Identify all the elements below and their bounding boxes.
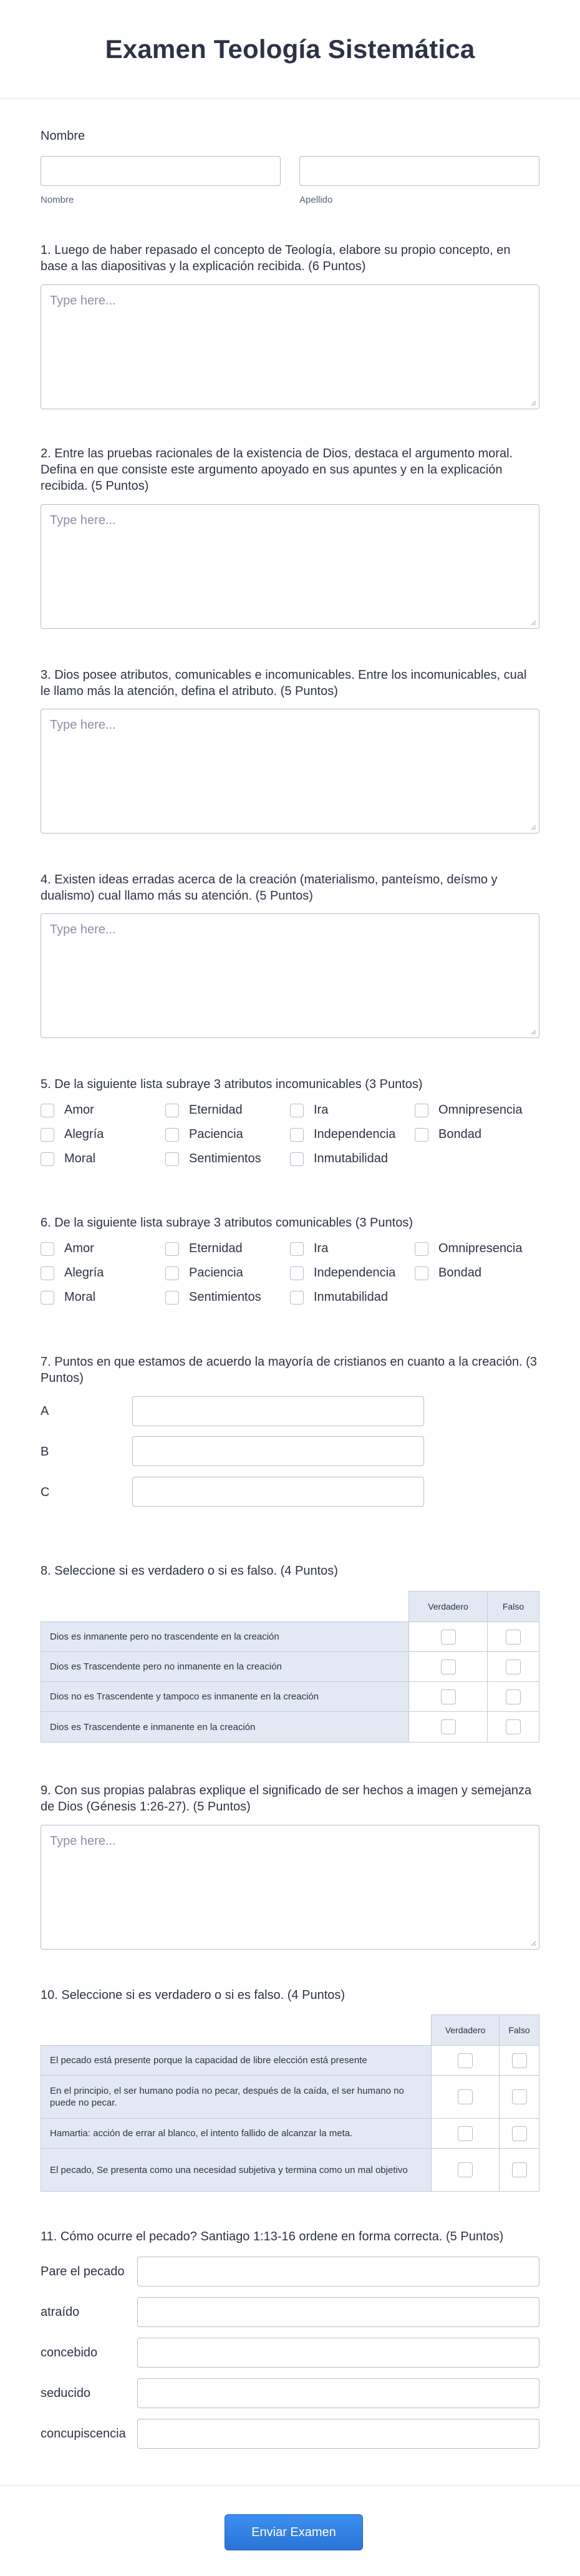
q10-cell[interactable]: [499, 2118, 539, 2149]
q11-input-3[interactable]: [137, 2338, 539, 2368]
q10-row-label: Hamartia: acción de errar al blanco, el intento fallido de alcanzar la meta.: [41, 2118, 432, 2149]
question-11-label: 11. Cómo ocurre el pecado? Santiago 1:13-16 ordene en forma correcta. (5 Puntos): [41, 2230, 504, 2243]
checkbox[interactable]: [506, 1660, 521, 1674]
q10-row-label: En el principio, el ser humano podía no pecar, después de la caída, el ser humano no puede no pecar.: [41, 2075, 432, 2119]
checkbox[interactable]: [512, 2053, 527, 2068]
first-name-sublabel: Nombre: [41, 195, 74, 205]
checkbox[interactable]: [441, 1660, 456, 1674]
q6-option[interactable]: Inmutabilidad: [290, 1290, 388, 1305]
q6-option[interactable]: Omnipresencia: [415, 1242, 523, 1256]
textarea-placeholder: Type here...: [50, 718, 116, 732]
checkbox[interactable]: [415, 1242, 428, 1256]
checkbox[interactable]: [290, 1152, 304, 1166]
q10-cell[interactable]: [431, 2045, 500, 2076]
checkbox[interactable]: [441, 1719, 456, 1734]
q6-option[interactable]: Ira: [290, 1242, 328, 1256]
checkbox[interactable]: [165, 1128, 179, 1142]
q11-input-1[interactable]: [137, 2257, 539, 2287]
q7-input-a[interactable]: [132, 1396, 424, 1426]
question-1-textarea[interactable]: [41, 284, 539, 409]
q10-cell[interactable]: [431, 2075, 500, 2119]
q6-option[interactable]: Bondad: [415, 1266, 481, 1280]
q8-cell[interactable]: [408, 1681, 488, 1712]
question-6-label: 6. De la siguiente lista subraye 3 atributos comunicables (3 Puntos): [41, 1216, 413, 1230]
question-3-textarea[interactable]: [41, 709, 539, 834]
q5-option[interactable]: Sentimientos: [165, 1152, 261, 1166]
q5-option[interactable]: Ira: [290, 1103, 328, 1117]
checkbox[interactable]: [165, 1291, 179, 1305]
checkbox[interactable]: [506, 1630, 521, 1645]
checkbox[interactable]: [415, 1128, 428, 1142]
last-name-sublabel: Apellido: [299, 195, 333, 205]
q6-option[interactable]: Independencia: [290, 1266, 395, 1280]
q8-cell[interactable]: [487, 1621, 539, 1652]
question-2-textarea[interactable]: [41, 504, 539, 629]
q7-row-label: A: [41, 1404, 49, 1418]
q6-option[interactable]: Sentimientos: [165, 1290, 261, 1305]
checkbox[interactable]: [41, 1104, 54, 1117]
q5-option[interactable]: Inmutabilidad: [290, 1152, 388, 1166]
checkbox[interactable]: [458, 2089, 473, 2104]
question-10-label: 10. Seleccione si es verdadero o si es falso. (4 Puntos): [41, 1988, 346, 2002]
checkbox[interactable]: [441, 1630, 456, 1645]
checkbox[interactable]: [290, 1128, 304, 1142]
q5-option[interactable]: Alegría: [41, 1127, 104, 1142]
q8-cell[interactable]: [408, 1621, 488, 1652]
q10-cell[interactable]: [431, 2118, 500, 2149]
checkbox[interactable]: [458, 2053, 473, 2068]
q10-cell[interactable]: [431, 2148, 500, 2192]
question-4-label: 4. Existen ideas erradas acerca de la creación (materialismo, panteísmo, deísmo y dualismo) cual llamo más su atención. (5 Puntos): [41, 873, 498, 903]
checkbox[interactable]: [290, 1242, 304, 1256]
q5-option[interactable]: Independencia: [290, 1127, 395, 1142]
q8-cell[interactable]: [408, 1711, 488, 1742]
q10-row-label: El pecado está presente porque la capacidad de libre elección está presente: [41, 2045, 432, 2076]
checkbox[interactable]: [290, 1266, 304, 1280]
q11-row-label: atraído: [41, 2305, 80, 2319]
q10-row-label: El pecado, Se presenta como una necesidad subjetiva y termina como un mal objetivo: [41, 2148, 432, 2192]
q8-row-label: Dios no es Trascendente y tampoco es inmanente en la creación: [41, 1681, 409, 1712]
question-9-textarea[interactable]: [41, 1825, 539, 1950]
q11-row-label: concupiscencia: [41, 2427, 126, 2441]
q7-input-c[interactable]: [132, 1477, 424, 1507]
q8-cell[interactable]: [487, 1711, 539, 1742]
q11-row-label: Pare el pecado: [41, 2265, 125, 2278]
checkbox[interactable]: [165, 1242, 179, 1256]
question-7-label: 7. Puntos en que estamos de acuerdo la mayoría de cristianos en cuanto a la creación. (3 Puntos): [41, 1355, 538, 1385]
question-9-label: 9. Con sus propias palabras explique el significado de ser hechos a imagen y semejanza de Dios (Génesis 1:26-27). (5 Puntos): [41, 1784, 532, 1814]
form-header: [0, 0, 580, 99]
question-8-label: 8. Seleccione si es verdadero o si es falso. (4 Puntos): [41, 1564, 338, 1578]
q6-option[interactable]: Moral: [41, 1290, 95, 1305]
resize-grip-icon[interactable]: [530, 824, 536, 830]
q6-option[interactable]: Alegría: [41, 1266, 104, 1280]
question-3-label: 3. Dios posee atributos, comunicables e incomunicables. Entre los incomunicables, cual le llamo más la atención, defina el atributo. (5 Puntos): [41, 668, 527, 698]
textarea-placeholder: Type here...: [50, 1834, 116, 1848]
q11-input-4[interactable]: [137, 2378, 539, 2408]
checkbox[interactable]: [512, 2126, 527, 2141]
checkbox[interactable]: [458, 2162, 473, 2177]
checkbox[interactable]: [41, 1266, 54, 1280]
q8-col-verdadero: Verdadero: [408, 1591, 488, 1622]
q8-cell[interactable]: [487, 1681, 539, 1712]
resize-grip-icon[interactable]: [530, 1940, 536, 1947]
q11-input-2[interactable]: [137, 2297, 539, 2327]
name-label: Nombre: [41, 129, 85, 143]
q5-option[interactable]: Omnipresencia: [415, 1103, 523, 1117]
checkbox[interactable]: [41, 1152, 54, 1166]
textarea-placeholder: Type here...: [50, 294, 116, 308]
first-name-input[interactable]: [41, 156, 281, 186]
q5-option[interactable]: Paciencia: [165, 1127, 243, 1142]
checkbox[interactable]: [41, 1291, 54, 1305]
textarea-placeholder: Type here...: [50, 513, 116, 527]
checkbox[interactable]: [512, 2089, 527, 2104]
q7-row-label: B: [41, 1445, 49, 1459]
checkbox[interactable]: [415, 1104, 428, 1117]
checkbox[interactable]: [165, 1152, 179, 1166]
q5-option[interactable]: Moral: [41, 1152, 95, 1166]
q10-col-falso: Falso: [499, 2015, 539, 2046]
q6-option[interactable]: Paciencia: [165, 1266, 243, 1280]
q5-option[interactable]: Bondad: [415, 1127, 481, 1142]
checkbox[interactable]: [441, 1689, 456, 1704]
q8-col-falso: Falso: [487, 1591, 539, 1622]
q8-cell[interactable]: [408, 1651, 488, 1682]
checkbox[interactable]: [165, 1266, 179, 1280]
question-2-label: 2. Entre las pruebas racionales de la existencia de Dios, destaca el argumento moral. Defina en que consiste este argumento apoyado en sus apuntes y en la explicación recibida. (5 Puntos): [41, 447, 513, 493]
checkbox[interactable]: [41, 1242, 54, 1256]
submit-button[interactable]: Enviar Examen: [225, 2514, 363, 2550]
last-name-input[interactable]: [299, 156, 539, 186]
q8-row-label: Dios es inmanente pero no trascendente en la creación: [41, 1621, 409, 1652]
resize-grip-icon[interactable]: [530, 400, 536, 406]
checkbox[interactable]: [458, 2126, 473, 2141]
q8-row-label: Dios es Trascendente pero no inmanente en la creación: [41, 1651, 409, 1682]
q6-option[interactable]: Eternidad: [165, 1242, 243, 1256]
q10-cell[interactable]: [499, 2045, 539, 2076]
checkbox[interactable]: [506, 1719, 521, 1734]
form-title: Examen Teología Sistemática: [105, 34, 475, 64]
checkbox[interactable]: [415, 1266, 428, 1280]
textarea-placeholder: Type here...: [50, 923, 116, 936]
q11-input-5[interactable]: [137, 2419, 539, 2449]
q8-row-label: Dios es Trascendente e inmanente en la creación: [41, 1711, 409, 1742]
q10-cell[interactable]: [499, 2075, 539, 2119]
checkbox[interactable]: [506, 1689, 521, 1704]
question-4-textarea[interactable]: [41, 913, 539, 1038]
question-5-label: 5. De la siguiente lista subraye 3 atributos incomunicables (3 Puntos): [41, 1077, 423, 1091]
q11-row-label: concebido: [41, 2346, 98, 2360]
q10-cell[interactable]: [499, 2148, 539, 2192]
checkbox[interactable]: [290, 1104, 304, 1117]
checkbox[interactable]: [165, 1104, 179, 1117]
resize-grip-icon[interactable]: [530, 1029, 536, 1035]
q6-option[interactable]: Amor: [41, 1242, 94, 1256]
checkbox[interactable]: [290, 1291, 304, 1305]
q11-row-label: seducido: [41, 2386, 91, 2400]
resize-grip-icon[interactable]: [530, 620, 536, 626]
q5-option[interactable]: Eternidad: [165, 1103, 243, 1117]
q10-col-verdadero: Verdadero: [431, 2015, 500, 2046]
question-1-label: 1. Luego de haber repasado el concepto de Teología, elabore su propio concepto, en base a las diapositivas y la explicación recibida. (6 Puntos): [41, 243, 511, 273]
q7-row-label: C: [41, 1485, 50, 1499]
q8-cell[interactable]: [487, 1651, 539, 1682]
q7-input-b[interactable]: [132, 1436, 424, 1466]
q5-option[interactable]: Amor: [41, 1103, 94, 1117]
checkbox[interactable]: [512, 2162, 527, 2177]
checkbox[interactable]: [41, 1128, 54, 1142]
